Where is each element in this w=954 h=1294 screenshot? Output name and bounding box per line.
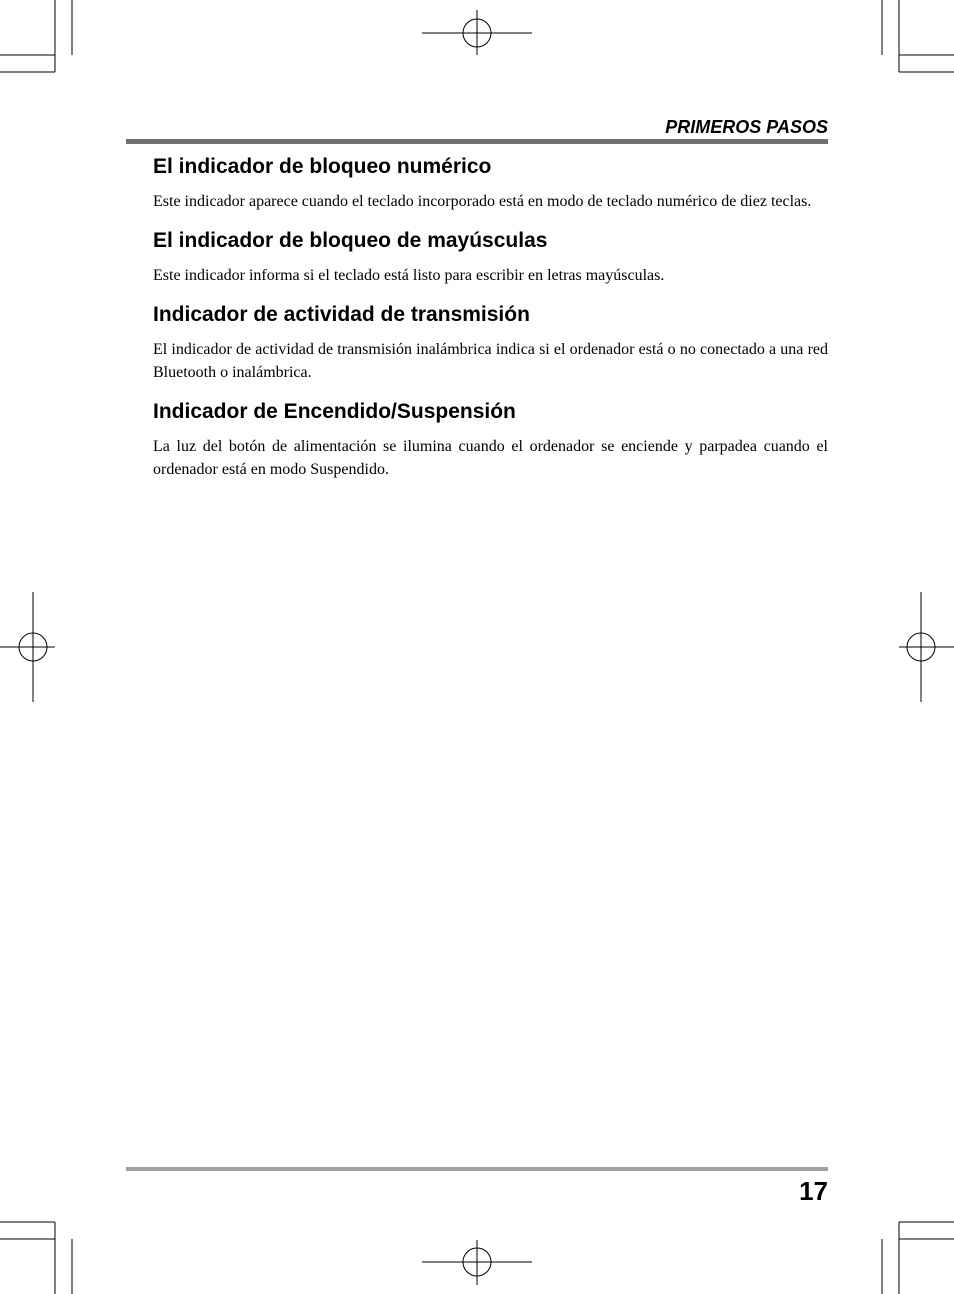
section-power-suspend bbox=[153, 397, 828, 481]
section-body: Este indicador informa si el teclado está listo para escribir en letras mayúsculas. bbox=[153, 267, 665, 284]
footer-rule bbox=[126, 1167, 828, 1171]
section-title: El indicador de bloqueo de mayúsculas bbox=[153, 229, 548, 252]
section-caps-lock bbox=[153, 226, 828, 287]
section-title: Indicador de actividad de transmisión bbox=[153, 303, 530, 326]
section-num-lock bbox=[153, 152, 828, 213]
page-number: 17 bbox=[799, 1176, 828, 1206]
header-rule bbox=[126, 139, 828, 144]
section-body: La luz del botón de alimentación se ilumina cuando el ordenador se enciende y parpadea cuando el ordenador está en modo Suspendido. bbox=[153, 438, 828, 478]
section-wireless-activity bbox=[153, 300, 828, 384]
section-title: Indicador de Encendido/Suspensión bbox=[153, 400, 516, 423]
section-title: El indicador de bloqueo numérico bbox=[153, 155, 492, 178]
section-body: Este indicador aparece cuando el teclado incorporado está en modo de teclado numérico de diez teclas. bbox=[153, 193, 812, 210]
running-header: PRIMEROS PASOS bbox=[665, 117, 828, 137]
section-body: El indicador de actividad de transmisión inalámbrica indica si el ordenador está o no conectado a una red Bluetooth o inalámbrica. bbox=[153, 341, 828, 381]
page-content bbox=[153, 152, 828, 494]
